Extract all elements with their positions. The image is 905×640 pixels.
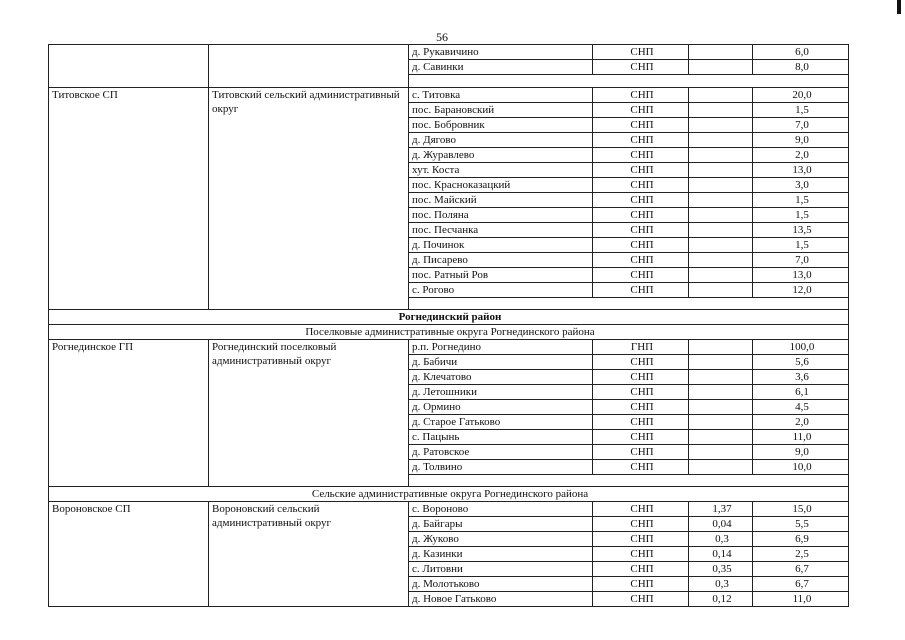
area-cell: 0,04 [689, 517, 753, 532]
category-cell: СНП [593, 400, 689, 415]
spacer-cell [409, 298, 849, 310]
settlement-cell: д. Савинки [409, 60, 593, 75]
value-cell: 8,0 [753, 60, 849, 75]
category-cell: СНП [593, 223, 689, 238]
area-cell: 0,14 [689, 547, 753, 562]
value-cell: 12,0 [753, 283, 849, 298]
area-cell [689, 460, 753, 475]
area-cell [689, 283, 753, 298]
spacer-cell [409, 75, 849, 88]
page-number: 56 [436, 30, 448, 44]
value-cell: 3,0 [753, 178, 849, 193]
area-cell [689, 445, 753, 460]
category-cell: СНП [593, 103, 689, 118]
value-cell: 6,1 [753, 385, 849, 400]
area-cell [689, 178, 753, 193]
value-cell: 1,5 [753, 238, 849, 253]
area-cell [689, 400, 753, 415]
category-cell: СНП [593, 415, 689, 430]
settlement-cell: д. Ратовское [409, 445, 593, 460]
area-cell [689, 148, 753, 163]
category-cell: СНП [593, 517, 689, 532]
value-cell: 100,0 [753, 340, 849, 355]
category-cell: СНП [593, 562, 689, 577]
municipality-cell: Рогнединское ГП [49, 340, 209, 487]
area-cell [689, 45, 753, 60]
district-cell: Титовский сельский административный округ [209, 88, 409, 310]
value-cell: 15,0 [753, 502, 849, 517]
area-cell: 0,3 [689, 532, 753, 547]
value-cell: 6,0 [753, 45, 849, 60]
area-cell [689, 103, 753, 118]
value-cell: 1,5 [753, 103, 849, 118]
value-cell: 7,0 [753, 118, 849, 133]
section-heading-row [49, 487, 849, 502]
area-cell [689, 238, 753, 253]
section-heading: Сельские административные округа Рогнединского района [49, 487, 849, 502]
settlement-cell: д. Байгары [409, 517, 593, 532]
category-cell: СНП [593, 208, 689, 223]
value-cell: 1,5 [753, 193, 849, 208]
area-cell [689, 118, 753, 133]
municipality-cell: Вороновское СП [49, 502, 209, 607]
area-cell [689, 355, 753, 370]
category-cell: СНП [593, 547, 689, 562]
settlement-cell: пос. Поляна [409, 208, 593, 223]
category-cell: СНП [593, 283, 689, 298]
value-cell: 1,5 [753, 208, 849, 223]
district-cell: Вороновский сельский административный округ [209, 502, 409, 607]
area-cell [689, 340, 753, 355]
value-cell: 11,0 [753, 430, 849, 445]
area-cell [689, 223, 753, 238]
area-cell [689, 253, 753, 268]
category-cell: СНП [593, 253, 689, 268]
category-cell: СНП [593, 238, 689, 253]
category-cell: СНП [593, 502, 689, 517]
value-cell: 2,0 [753, 148, 849, 163]
area-cell [689, 163, 753, 178]
category-cell: СНП [593, 460, 689, 475]
settlement-cell: д. Ормино [409, 400, 593, 415]
district-cell [209, 45, 409, 88]
value-cell: 6,7 [753, 577, 849, 592]
area-cell [689, 370, 753, 385]
value-cell: 2,5 [753, 547, 849, 562]
settlement-cell: пос. Песчанка [409, 223, 593, 238]
category-cell: СНП [593, 118, 689, 133]
category-cell: СНП [593, 370, 689, 385]
settlement-cell: пос. Ратный Ров [409, 268, 593, 283]
category-cell: СНП [593, 45, 689, 60]
value-cell: 10,0 [753, 460, 849, 475]
settlement-cell: д. Писарево [409, 253, 593, 268]
value-cell: 3,6 [753, 370, 849, 385]
category-cell: СНП [593, 355, 689, 370]
settlement-cell: хут. Коста [409, 163, 593, 178]
category-cell: СНП [593, 592, 689, 607]
table-row [49, 45, 849, 60]
category-cell: СНП [593, 163, 689, 178]
value-cell: 5,6 [753, 355, 849, 370]
category-cell: СНП [593, 88, 689, 103]
settlement-cell: д. Жуково [409, 532, 593, 547]
category-cell: СНП [593, 60, 689, 75]
value-cell: 9,0 [753, 133, 849, 148]
table-row [49, 340, 849, 355]
settlement-cell: д. Толвино [409, 460, 593, 475]
value-cell: 11,0 [753, 592, 849, 607]
value-cell: 5,5 [753, 517, 849, 532]
category-cell: ГНП [593, 340, 689, 355]
area-cell [689, 88, 753, 103]
category-cell: СНП [593, 445, 689, 460]
settlement-cell: с. Вороново [409, 502, 593, 517]
settlement-cell: д. Рукавичино [409, 45, 593, 60]
edge-mark [897, 0, 901, 14]
section-heading: Поселковые административные округа Рогнединского района [49, 325, 849, 340]
area-cell [689, 193, 753, 208]
settlement-cell: с. Пацынь [409, 430, 593, 445]
area-cell: 0,35 [689, 562, 753, 577]
area-cell [689, 385, 753, 400]
settlement-cell: д. Клечатово [409, 370, 593, 385]
table-row [49, 88, 849, 103]
settlement-cell: д. Казинки [409, 547, 593, 562]
settlement-cell: д. Починок [409, 238, 593, 253]
value-cell: 7,0 [753, 253, 849, 268]
value-cell: 13,0 [753, 163, 849, 178]
settlements-table [48, 44, 849, 607]
area-cell [689, 208, 753, 223]
district-cell: Рогнединский поселковый административный округ [209, 340, 409, 487]
settlement-cell: д. Старое Гатьково [409, 415, 593, 430]
category-cell: СНП [593, 148, 689, 163]
value-cell: 13,5 [753, 223, 849, 238]
area-cell: 0,3 [689, 577, 753, 592]
section-heading-row [49, 325, 849, 340]
section-heading: Рогнединский район [49, 310, 849, 325]
category-cell: СНП [593, 430, 689, 445]
table-row [49, 502, 849, 517]
value-cell: 13,0 [753, 268, 849, 283]
value-cell: 20,0 [753, 88, 849, 103]
area-cell [689, 430, 753, 445]
category-cell: СНП [593, 385, 689, 400]
settlement-cell: д. Молотьково [409, 577, 593, 592]
settlement-cell: д. Бабичи [409, 355, 593, 370]
area-cell: 1,37 [689, 502, 753, 517]
settlement-cell: д. Новое Гатьково [409, 592, 593, 607]
value-cell: 2,0 [753, 415, 849, 430]
category-cell: СНП [593, 178, 689, 193]
settlement-cell: д. Летошники [409, 385, 593, 400]
value-cell: 6,9 [753, 532, 849, 547]
area-cell: 0,12 [689, 592, 753, 607]
settlement-cell: пос. Бобровник [409, 118, 593, 133]
settlement-cell: пос. Барановский [409, 103, 593, 118]
value-cell: 6,7 [753, 562, 849, 577]
category-cell: СНП [593, 532, 689, 547]
settlement-cell: р.п. Рогнедино [409, 340, 593, 355]
municipality-cell: Титовское СП [49, 88, 209, 310]
spacer-cell [409, 475, 849, 487]
section-heading-row [49, 310, 849, 325]
settlement-cell: с. Титовка [409, 88, 593, 103]
category-cell: СНП [593, 268, 689, 283]
category-cell: СНП [593, 193, 689, 208]
settlement-cell: д. Дягово [409, 133, 593, 148]
settlement-cell: с. Литовни [409, 562, 593, 577]
value-cell: 9,0 [753, 445, 849, 460]
municipality-cell [49, 45, 209, 88]
area-cell [689, 268, 753, 283]
category-cell: СНП [593, 577, 689, 592]
area-cell [689, 60, 753, 75]
area-cell [689, 415, 753, 430]
settlement-cell: с. Рогово [409, 283, 593, 298]
area-cell [689, 133, 753, 148]
value-cell: 4,5 [753, 400, 849, 415]
category-cell: СНП [593, 133, 689, 148]
settlement-cell: пос. Майский [409, 193, 593, 208]
settlement-cell: пос. Красноказацкий [409, 178, 593, 193]
settlement-cell: д. Журавлево [409, 148, 593, 163]
